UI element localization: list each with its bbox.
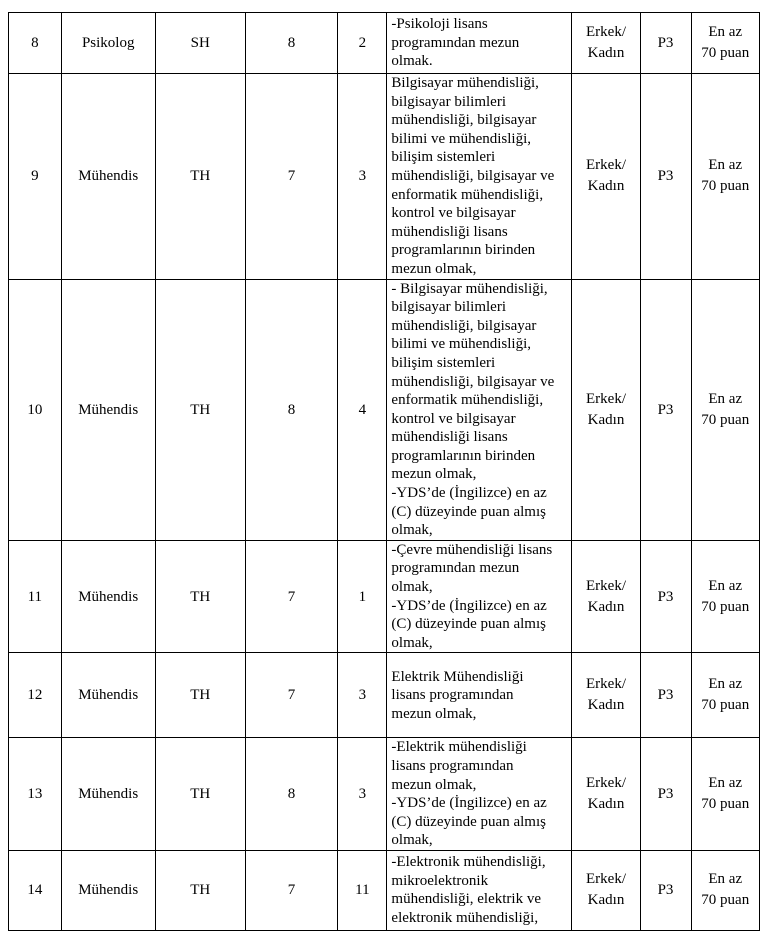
requirement-line: olmak, <box>391 579 433 596</box>
requirement-line: bilimi ve mühendisliği, <box>391 336 531 353</box>
position-title: Psikolog <box>61 13 155 74</box>
table-row <box>9 279 760 540</box>
min-score-line: 70 puan <box>701 892 750 909</box>
requirement-line: olmak, <box>391 522 433 539</box>
position-count: 3 <box>338 653 387 738</box>
min-score-line: En az <box>708 390 743 407</box>
position-grade: 8 <box>245 279 338 540</box>
requirement-line: mühendisliği, elektrik ve <box>391 891 541 908</box>
score-type: P3 <box>640 540 691 653</box>
row-number: 8 <box>9 13 62 74</box>
requirement-line: mezun olmak, <box>391 260 477 277</box>
requirement-line: -YDS’de (İngilizce) en az <box>391 795 547 812</box>
position-class: TH <box>155 540 245 653</box>
position-grade: 7 <box>245 653 338 738</box>
table-row <box>9 13 760 74</box>
requirement-line: olmak, <box>391 634 433 651</box>
requirement <box>387 74 572 280</box>
gender <box>572 540 640 653</box>
gender-line: Kadın <box>587 598 625 615</box>
position-title: Mühendis <box>61 279 155 540</box>
min-score-line: 70 puan <box>701 796 750 813</box>
requirement-line: enformatik mühendisliği, <box>391 392 544 409</box>
requirement-line: kontrol ve bilgisayar <box>391 205 516 222</box>
gender <box>572 653 640 738</box>
position-class: TH <box>155 653 245 738</box>
requirement-line: mühendisliği lisans <box>391 223 508 240</box>
requirement-line: mühendisliği, bilgisayar <box>391 317 537 334</box>
min-score-line: En az <box>708 775 743 792</box>
min-score <box>691 738 759 851</box>
position-class: TH <box>155 74 245 280</box>
gender <box>572 738 640 851</box>
min-score <box>691 74 759 280</box>
requirement <box>387 13 572 74</box>
table-row <box>9 74 760 280</box>
row-number: 12 <box>9 653 62 738</box>
requirement-line: enformatik mühendisliği, <box>391 186 544 203</box>
positions-table <box>8 12 760 931</box>
requirement-line: kontrol ve bilgisayar <box>391 410 516 427</box>
gender-line: Kadın <box>587 45 625 61</box>
row-number: 10 <box>9 279 62 540</box>
requirement-line: (C) düzeyinde puan almış <box>391 813 546 830</box>
row-number: 14 <box>9 850 62 930</box>
position-count: 3 <box>338 738 387 851</box>
min-score-line: 70 puan <box>701 45 750 61</box>
requirement <box>387 850 572 930</box>
position-count: 4 <box>338 279 387 540</box>
min-score-line: En az <box>708 676 743 693</box>
requirement-line: -Elektronik mühendisliği, <box>391 854 546 871</box>
min-score-line: 70 puan <box>701 178 750 195</box>
min-score <box>691 279 759 540</box>
gender-line: Erkek/ <box>586 775 626 792</box>
min-score-line: En az <box>708 24 743 40</box>
position-grade: 8 <box>245 13 338 74</box>
requirement-line: mühendisliği, bilgisayar <box>391 112 537 129</box>
position-class: TH <box>155 850 245 930</box>
min-score-line: 70 puan <box>701 411 750 428</box>
position-class: TH <box>155 738 245 851</box>
requirement-line: elektronik mühendisliği, <box>391 910 539 927</box>
requirement-line: olmak, <box>391 832 433 849</box>
position-title: Mühendis <box>61 74 155 280</box>
requirement-line: lisans programından <box>391 758 514 774</box>
gender-line: Erkek/ <box>586 390 626 407</box>
requirement-line: mühendisliği, bilgisayar ve <box>391 373 555 390</box>
gender-line: Kadın <box>587 697 625 714</box>
position-class: SH <box>155 13 245 74</box>
position-title: Mühendis <box>61 653 155 738</box>
gender-line: Kadın <box>587 892 625 909</box>
gender-line: Kadın <box>587 178 625 195</box>
requirement-line: Elektrik Mühendisliği <box>391 668 524 685</box>
requirement-line: olmak. <box>391 53 433 70</box>
requirement-line: -Çevre mühendisliği lisans <box>391 541 553 558</box>
gender-line: Erkek/ <box>586 676 626 693</box>
row-number: 9 <box>9 74 62 280</box>
min-score <box>691 653 759 738</box>
gender-line: Erkek/ <box>586 157 626 174</box>
requirement-line: mikroelektronik <box>391 872 489 889</box>
requirement-line: programından mezun <box>391 560 520 577</box>
score-type: P3 <box>640 74 691 280</box>
requirement-line: Bilgisayar mühendisliği, <box>391 75 539 91</box>
min-score <box>691 540 759 653</box>
position-count: 2 <box>338 13 387 74</box>
min-score-line: En az <box>708 577 743 594</box>
table-row <box>9 653 760 738</box>
requirement-line: -Psikoloji lisans <box>391 16 488 33</box>
min-score-line: 70 puan <box>701 598 750 615</box>
position-grade: 7 <box>245 540 338 653</box>
gender-line: Kadın <box>587 796 625 813</box>
row-number: 13 <box>9 738 62 851</box>
requirement <box>387 653 572 738</box>
score-type: P3 <box>640 653 691 738</box>
table-row <box>9 540 760 653</box>
min-score-line: En az <box>708 157 743 174</box>
requirement-line: - Bilgisayar mühendisliği, <box>391 280 548 297</box>
requirement-line: (C) düzeyinde puan almış <box>391 503 546 520</box>
gender-line: Erkek/ <box>586 24 626 40</box>
requirement-line: programından mezun <box>391 34 520 51</box>
requirement-line: bilgisayar bilimleri <box>391 93 506 110</box>
requirement-line: mezun olmak, <box>391 705 477 722</box>
min-score-line: 70 puan <box>701 697 750 714</box>
row-number: 11 <box>9 540 62 653</box>
requirement-line: mühendisliği lisans <box>391 429 508 446</box>
gender-line: Kadın <box>587 411 625 428</box>
position-count: 1 <box>338 540 387 653</box>
score-type: P3 <box>640 738 691 851</box>
position-class: TH <box>155 279 245 540</box>
table-row <box>9 850 760 930</box>
position-grade: 7 <box>245 850 338 930</box>
position-title: Mühendis <box>61 540 155 653</box>
min-score-line: En az <box>708 871 743 888</box>
requirement-line: mezun olmak, <box>391 776 477 793</box>
table-row <box>9 738 760 851</box>
requirement-line: bilişim sistemleri <box>391 354 496 371</box>
requirement <box>387 279 572 540</box>
requirement-line: bilişim sistemleri <box>391 149 496 166</box>
requirement-line: mezun olmak, <box>391 466 477 483</box>
min-score <box>691 850 759 930</box>
position-title: Mühendis <box>61 738 155 851</box>
gender <box>572 13 640 74</box>
score-type: P3 <box>640 279 691 540</box>
requirement-line: lisans programından <box>391 687 514 704</box>
requirement-line: programlarının birinden <box>391 447 536 464</box>
position-grade: 7 <box>245 74 338 280</box>
requirement <box>387 738 572 851</box>
min-score <box>691 13 759 74</box>
requirement-line: -YDS’de (İngilizce) en az <box>391 485 547 502</box>
requirement-line: (C) düzeyinde puan almış <box>391 616 546 633</box>
requirement-line: -YDS’de (İngilizce) en az <box>391 597 547 614</box>
gender-line: Erkek/ <box>586 577 626 594</box>
requirement-line: bilimi ve mühendisliği, <box>391 130 531 147</box>
position-count: 3 <box>338 74 387 280</box>
requirement-line: programlarının birinden <box>391 242 536 259</box>
gender <box>572 74 640 280</box>
requirement-line: bilgisayar bilimleri <box>391 299 506 316</box>
requirement <box>387 540 572 653</box>
score-type: P3 <box>640 13 691 74</box>
position-count: 11 <box>338 850 387 930</box>
requirement-line: mühendisliği, bilgisayar ve <box>391 167 555 184</box>
requirement-line: -Elektrik mühendisliği <box>391 739 527 756</box>
gender <box>572 279 640 540</box>
gender-line: Erkek/ <box>586 871 626 888</box>
position-title: Mühendis <box>61 850 155 930</box>
gender <box>572 850 640 930</box>
score-type: P3 <box>640 850 691 930</box>
position-grade: 8 <box>245 738 338 851</box>
